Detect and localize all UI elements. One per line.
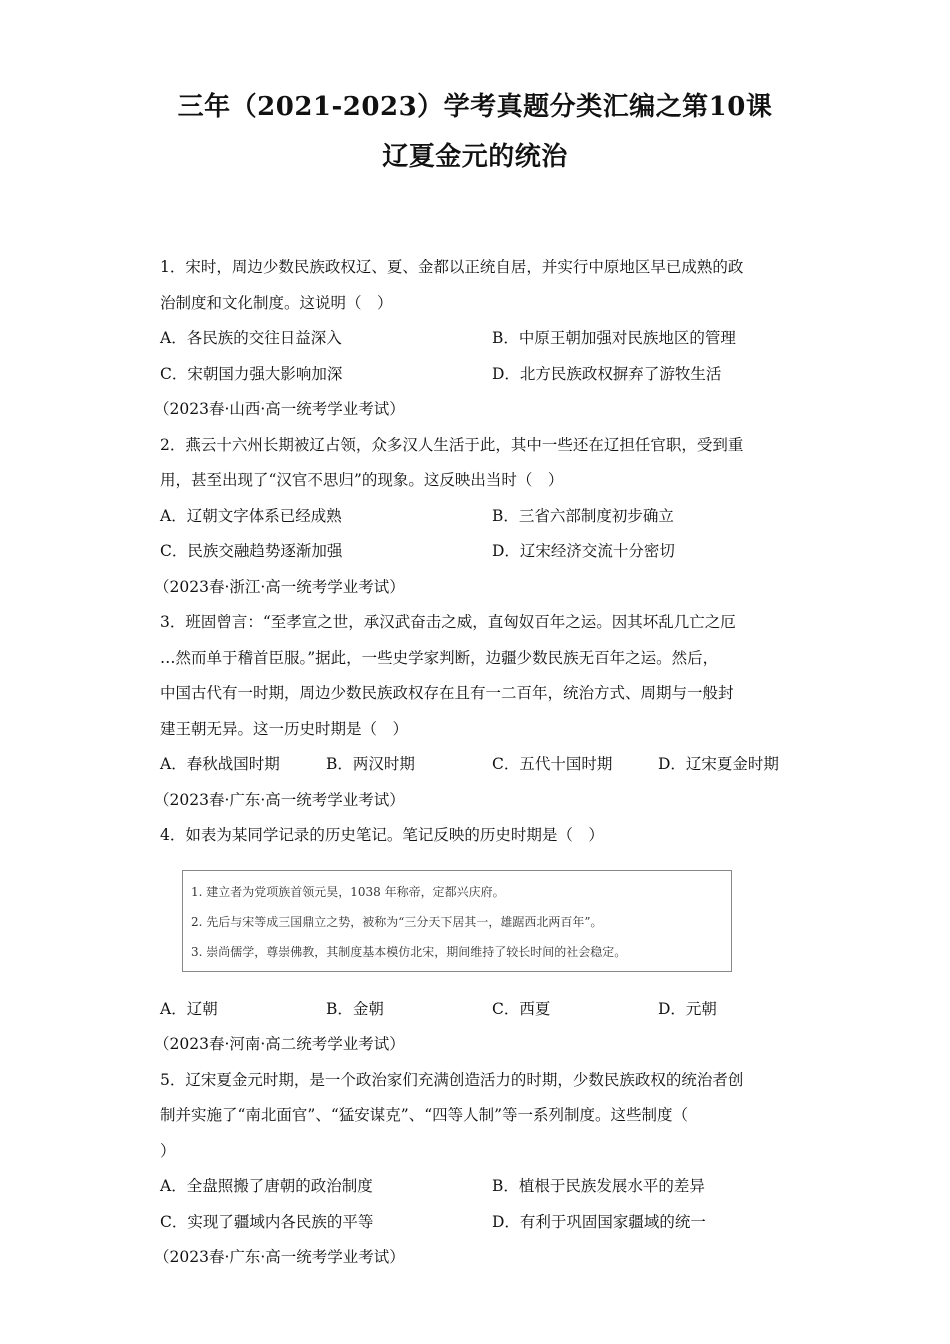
options-row [160,747,792,783]
option-c: C．五代十国时期 [492,755,613,773]
option-b: B．植根于民族发展水平的差异 [492,1177,705,1195]
option-a: A．春秋战国时期 [160,755,280,773]
option-a: A．各民族的交往日益深入 [160,329,342,347]
question-source: （2023春·广东·高一统考学业考试） [154,1248,405,1266]
question-3 [154,605,792,818]
options-row [160,1205,792,1241]
option-c: C．宋朝国力强大影响加深 [160,364,343,383]
document-title-line-1: 三年（2021-2023）学考真题分类汇编之第10课 [177,92,773,122]
question-stem-line: 2．燕云十六州长期被辽占领，众多汉人生活于此，其中一些还在辽担任官职，受到重 [160,435,744,454]
question-1 [154,250,792,428]
note-line: 1. 建立者为党项族首领元昊，1038 年称帝，定都兴庆府。 [191,884,505,899]
question-stem-line: ） [160,1141,176,1160]
option-d: D．北方民族政权摒弃了游牧生活 [492,364,722,383]
options-row [160,992,792,1028]
options-row [160,499,792,535]
question-2 [154,428,792,606]
question-source: （2023春·山西·高一统考学业考试） [154,400,405,418]
question-5 [154,1063,792,1276]
option-c: C．民族交融趋势逐渐加强 [160,542,343,560]
option-b: B．金朝 [326,999,384,1018]
question-stem-line: 用，甚至出现了“汉官不思归”的现象。这反映出当时（ ） [160,471,564,489]
options-row [160,1169,792,1205]
options-row [160,357,792,393]
option-a: A．全盘照搬了唐朝的政治制度 [160,1177,373,1195]
question-stem-line: 1．宋时，周边少数民族政权辽、夏、金都以正统自居，并实行中原地区早已成熟的政 [160,258,744,276]
option-d: D．元朝 [658,999,717,1018]
question-stem-line: 中国古代有一时期，周边少数民族政权存在且有一二百年，统治方式、周期与一般封 [160,684,734,702]
option-c: C．实现了疆域内各民族的平等 [160,1212,374,1231]
option-d: D．辽宋经济交流十分密切 [492,542,675,560]
question-list [154,250,792,1276]
options-row [160,321,792,357]
question-source: （2023春·广东·高一统考学业考试） [154,790,405,809]
option-b: B．两汉时期 [326,755,415,773]
question-stem-line: 建王朝无异。这一历史时期是（ ） [160,719,409,738]
option-c: C．西夏 [492,999,551,1018]
question-stem-line: …然而单于稽首臣服。”据此，一些史学家判断，边疆少数民族无百年之运。然后， [160,648,719,667]
option-b: B．中原王朝加强对民族地区的管理 [492,329,736,347]
note-line: 3. 崇尚儒学，尊崇佛教，其制度基本模仿北宋，期间维持了较长时间的社会稳定。 [191,944,627,959]
question-source: （2023春·浙江·高一统考学业考试） [154,577,405,596]
option-d: D．有利于巩固国家疆域的统一 [492,1212,706,1231]
note-line: 2. 先后与宋等成三国鼎立之势，被称为“三分天下居其一，雄踞西北两百年”。 [191,914,603,929]
question-stem-line: 3．班固曾言：“至孝宣之世，承汉武奋击之威，直匈奴百年之运。因其坏乱几亡之厄 [160,613,736,631]
options-row [160,534,792,570]
question-4 [154,818,792,1063]
option-a: A．辽朝文字体系已经成熟 [160,506,342,525]
question-source: （2023春·河南·高二统考学业考试） [154,1035,405,1053]
question-stem-line: 4．如表为某同学记录的历史笔记。笔记反映的历史时期是（ ） [160,826,604,844]
history-notes-table [182,870,732,972]
option-a: A．辽朝 [160,999,218,1018]
document-title-line-2: 辽夏金元的统治 [382,142,568,172]
option-d: D．辽宋夏金时期 [658,755,779,773]
question-stem-line: 5．辽宋夏金元时期，是一个政治家们充满创造活力的时期，少数民族政权的统治者创 [160,1070,744,1089]
question-stem-line: 治制度和文化制度。这说明（ ） [160,293,393,312]
question-stem-line: 制并实施了“南北面官”、“猛安谋克”、“四等人制”等一系列制度。这些制度（ [160,1106,689,1124]
option-b: B．三省六部制度初步确立 [492,506,674,525]
